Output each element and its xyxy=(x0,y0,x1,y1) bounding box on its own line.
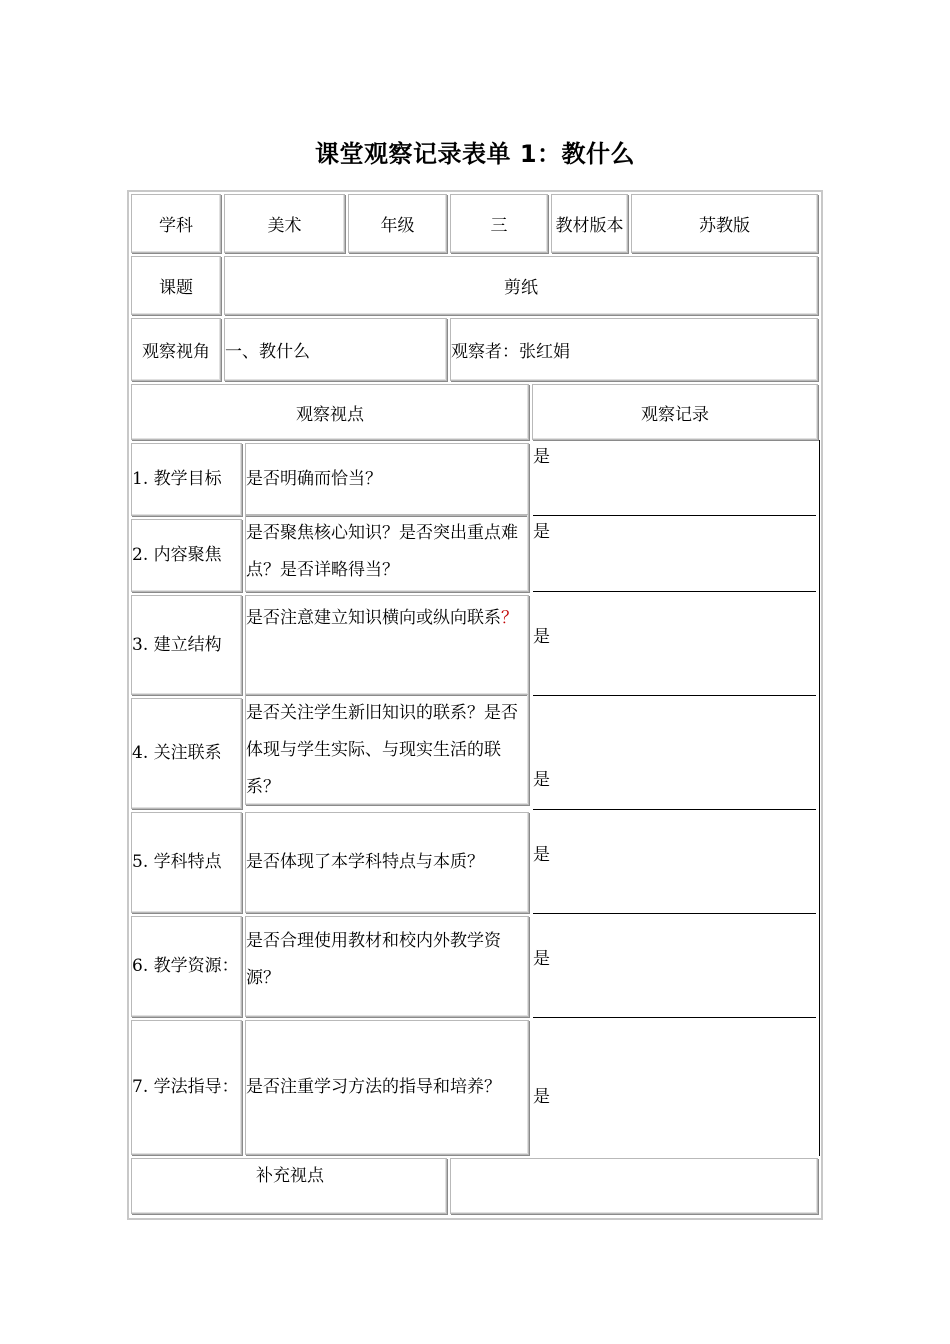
supplement-value xyxy=(450,1158,818,1214)
row-6-question: 是否合理使用教材和校内外教学资源？ xyxy=(245,916,529,1017)
row-5-question: 是否体现了本学科特点与本质？ xyxy=(245,812,529,913)
grade-label: 年级 xyxy=(348,194,447,253)
row-1-answer: 是 xyxy=(533,447,550,467)
row-4-answer: 是 xyxy=(533,770,550,790)
perspective-value: 一、教什么 xyxy=(224,318,447,381)
supplement-label: 补充视点 xyxy=(256,1166,324,1186)
answer-divider xyxy=(533,809,816,810)
row-3-label: 3. 建立结构 xyxy=(131,595,242,695)
row-2-label: 2. 内容聚焦 xyxy=(131,519,242,592)
row-7-question: 是否注重学习方法的指导和培养？ xyxy=(245,1020,529,1155)
answer-divider xyxy=(533,913,816,914)
answer-column-edge xyxy=(819,440,820,1156)
answer-divider xyxy=(533,1017,816,1018)
subject-value: 美术 xyxy=(224,194,345,253)
row-6-label: 6. 教学资源： xyxy=(131,916,242,1017)
row-2-answer: 是 xyxy=(533,522,550,542)
supplement-cell xyxy=(131,1158,447,1214)
row-3-question: 是否注意建立知识横向或纵向联系？ xyxy=(245,595,529,695)
row-7-answer: 是 xyxy=(533,1087,550,1107)
row-6-answer: 是 xyxy=(533,949,550,969)
row-1-label: 1. 教学目标 xyxy=(131,443,242,516)
row-5-label: 5. 学科特点 xyxy=(131,812,242,913)
topic-value: 剪纸 xyxy=(224,256,818,315)
subject-label: 学科 xyxy=(131,194,221,253)
row-1-question: 是否明确而恰当？ xyxy=(245,443,529,516)
answer-divider xyxy=(533,591,816,592)
record-header: 观察记录 xyxy=(532,384,818,440)
row-7-label: 7. 学法指导： xyxy=(131,1020,242,1155)
viewpoint-header: 观察视点 xyxy=(131,384,529,440)
row-3-answer: 是 xyxy=(533,627,550,647)
edition-value: 苏教版 xyxy=(631,194,818,253)
page-title: 课堂观察记录表单 1：教什么 xyxy=(314,140,636,168)
observer-name: 观察者：张红娟 xyxy=(450,318,818,381)
grade-value: 三 xyxy=(450,194,548,253)
row-3-question-mark: ？ xyxy=(501,608,518,628)
answer-divider xyxy=(533,515,816,516)
topic-label: 课题 xyxy=(131,256,221,315)
row-4-question: 是否关注学生新旧知识的联系？是否体现与学生实际、与现实生活的联系？ xyxy=(245,694,529,805)
row-2-question: 是否聚焦核心知识？是否突出重点难点？是否详略得当？ xyxy=(245,514,529,592)
edition-label: 教材版本 xyxy=(551,194,628,253)
perspective-label: 观察视角 xyxy=(131,318,221,381)
row-4-label: 4. 关注联系 xyxy=(131,698,242,809)
row-5-answer: 是 xyxy=(533,845,550,865)
answer-divider xyxy=(533,695,816,696)
